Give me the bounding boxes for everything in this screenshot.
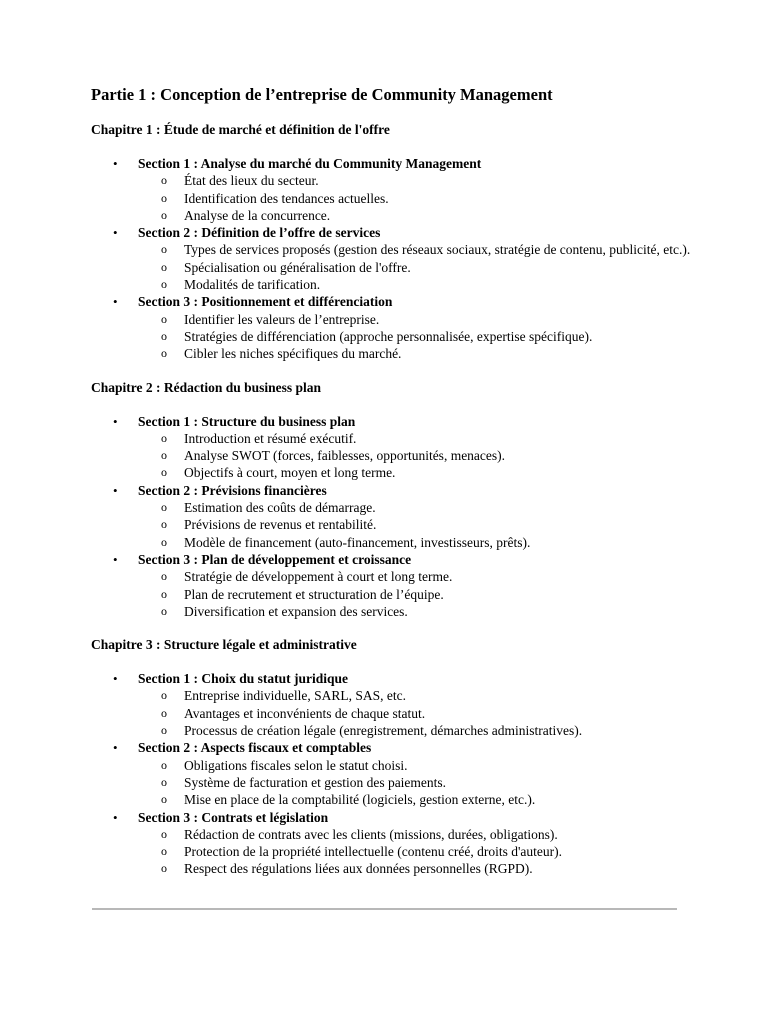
- circle-bullet-icon: o: [161, 603, 167, 618]
- list-item: o Cibler les niches spécifiques du marché.: [161, 346, 402, 362]
- section-item: [91, 224, 691, 293]
- circle-bullet-icon: o: [161, 448, 167, 463]
- circle-bullet-icon: o: [161, 465, 167, 480]
- list-item: o Identifier les valeurs de l’entreprise.: [161, 311, 380, 327]
- circle-bullet-icon: o: [161, 328, 167, 343]
- item-list: [138, 826, 691, 878]
- circle-bullet-icon: o: [161, 311, 167, 326]
- bullet-icon: •: [113, 156, 118, 171]
- item-list: [138, 499, 691, 551]
- section-title: Section 2 : Prévisions financières: [138, 482, 327, 498]
- item-list: [138, 757, 691, 809]
- list-item: o Stratégie de développement à court et long terme.: [161, 569, 453, 585]
- circle-bullet-icon: o: [161, 774, 167, 789]
- section-item: [91, 482, 691, 551]
- circle-bullet-icon: o: [161, 500, 167, 515]
- list-item: o Plan de recrutement et structuration de l’équipe.: [161, 586, 444, 602]
- item-list: [138, 568, 691, 620]
- circle-bullet-icon: o: [161, 430, 167, 445]
- chapter-title: Chapitre 3 : Structure légale et administrative: [91, 637, 357, 653]
- list-item: o Spécialisation ou généralisation de l'offre.: [161, 259, 411, 275]
- section-title: Section 3 : Plan de développement et croissance: [138, 551, 412, 567]
- list-item: o Estimation des coûts de démarrage.: [161, 500, 376, 516]
- list-item: o Identification des tendances actuelles.: [161, 190, 389, 206]
- section-title: Section 1 : Choix du statut juridique: [138, 671, 349, 687]
- section-list: [91, 670, 691, 878]
- bullet-icon: •: [113, 671, 118, 687]
- circle-bullet-icon: o: [161, 242, 167, 257]
- item-list: [138, 430, 691, 482]
- chapter-title: Chapitre 1 : Étude de marché et définition de l'offre: [91, 122, 390, 137]
- list-item: o Prévisions de revenus et rentabilité.: [161, 517, 377, 533]
- circle-bullet-icon: o: [161, 861, 167, 876]
- bullet-icon: •: [113, 740, 118, 756]
- section-item: [91, 670, 691, 739]
- list-item: o Objectifs à court, moyen et long terme.: [161, 465, 396, 481]
- section-title: Section 2 : Définition de l’offre de services: [138, 225, 381, 241]
- list-item: o Introduction et résumé exécutif.: [161, 430, 357, 446]
- list-item: o Analyse de la concurrence.: [161, 207, 331, 223]
- section-item: [91, 809, 691, 878]
- circle-bullet-icon: o: [161, 688, 167, 703]
- partie-title: Partie 1 : Conception de l’entreprise de Community Management: [91, 85, 553, 104]
- list-item: o État des lieux du secteur.: [161, 173, 319, 189]
- section-title: Section 2 : Aspects fiscaux et comptables: [138, 740, 372, 756]
- section-item: [91, 413, 691, 482]
- chapter-title: Chapitre 2 : Rédaction du business plan: [91, 379, 322, 395]
- list-item: o Stratégies de différenciation (approche personnalisée, expertise spécifique).: [161, 328, 593, 344]
- circle-bullet-icon: o: [161, 844, 167, 859]
- circle-bullet-icon: o: [161, 207, 167, 222]
- list-item: o Modalités de tarification.: [161, 277, 321, 293]
- circle-bullet-icon: o: [161, 586, 167, 601]
- list-item: o Rédaction de contrats avec les clients (missions, durées, obligations).: [161, 826, 558, 842]
- list-item: o Avantages et inconvénients de chaque statut.: [161, 705, 426, 721]
- item-list: [138, 687, 691, 739]
- list-item: o Entreprise individuelle, SARL, SAS, etc.: [161, 688, 406, 704]
- bullet-icon: •: [113, 413, 118, 429]
- section-item: [91, 551, 691, 620]
- circle-bullet-icon: o: [161, 259, 167, 274]
- section-title: Section 3 : Contrats et législation: [138, 809, 329, 825]
- section-title: Section 1 : Structure du business plan: [138, 413, 356, 429]
- list-item: o Analyse SWOT (forces, faiblesses, opportunités, menaces).: [161, 448, 506, 464]
- bullet-icon: •: [113, 294, 118, 310]
- bullet-icon: •: [113, 482, 118, 498]
- list-item: o Protection de la propriété intellectuelle (contenu créé, droits d'auteur).: [161, 844, 563, 860]
- circle-bullet-icon: o: [161, 723, 167, 738]
- circle-bullet-icon: o: [161, 826, 167, 841]
- item-list: [138, 172, 691, 224]
- section-title: Section 1 : Analyse du marché du Community Management: [138, 156, 482, 171]
- circle-bullet-icon: o: [161, 190, 167, 205]
- item-list: [138, 241, 691, 293]
- list-item: o Modèle de financement (auto-financement, investisseurs, prêts).: [161, 534, 531, 550]
- list-item: o Obligations fiscales selon le statut choisi.: [161, 757, 408, 773]
- section-item: [91, 155, 691, 224]
- section-title: Section 3 : Positionnement et différenciation: [138, 294, 393, 310]
- bullet-icon: •: [113, 551, 118, 567]
- list-item: o Système de facturation et gestion des paiements.: [161, 774, 447, 790]
- circle-bullet-icon: o: [161, 173, 167, 188]
- document-page: [91, 84, 691, 894]
- bullet-icon: •: [113, 809, 118, 825]
- bullet-icon: •: [113, 225, 118, 241]
- circle-bullet-icon: o: [161, 534, 167, 549]
- list-item: o Processus de création légale (enregistrement, démarches administratives).: [161, 723, 583, 739]
- circle-bullet-icon: o: [161, 569, 167, 584]
- circle-bullet-icon: o: [161, 757, 167, 772]
- list-item: o Types de services proposés (gestion des réseaux sociaux, stratégie de contenu, publicité, etc.).: [161, 242, 691, 258]
- circle-bullet-icon: o: [161, 517, 167, 532]
- section-item: [91, 293, 691, 362]
- item-list: [138, 311, 691, 363]
- section-item: [91, 739, 691, 808]
- list-item: o Mise en place de la comptabilité (logiciels, gestion externe, etc.).: [161, 792, 536, 808]
- circle-bullet-icon: o: [161, 277, 167, 292]
- circle-bullet-icon: o: [161, 705, 167, 720]
- list-item: o Respect des régulations liées aux données personnelles (RGPD).: [161, 861, 533, 877]
- horizontal-rule: [92, 908, 677, 910]
- circle-bullet-icon: o: [161, 346, 167, 361]
- circle-bullet-icon: o: [161, 792, 167, 807]
- section-list: [91, 413, 691, 621]
- section-list: [91, 155, 691, 363]
- list-item: o Diversification et expansion des services.: [161, 603, 408, 619]
